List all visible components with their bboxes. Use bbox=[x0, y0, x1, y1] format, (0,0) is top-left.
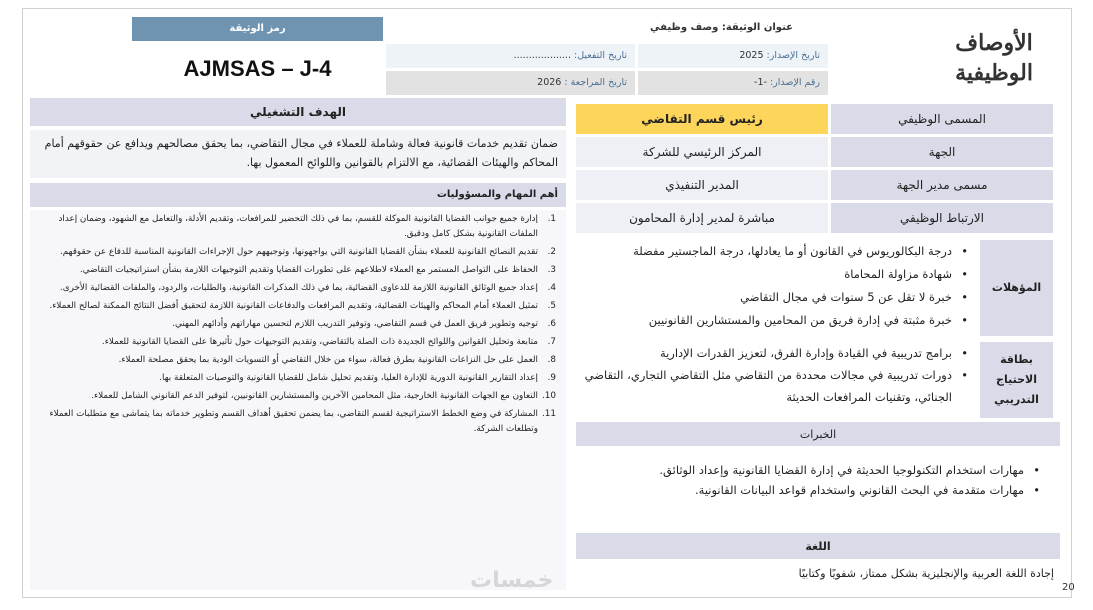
review-date: تاريخ المراجعة : 2026 bbox=[386, 71, 635, 95]
tasks-heading: أهم المهام والمسؤوليات bbox=[30, 183, 566, 207]
task-item: 11. المشاركة في وضع الخطط الاستراتيجية لقسم التقاضي، بما يضمن تحقيق أهداف القسم وتطوير خدماته بما يتماشى مع متطلبات العملاء وتطلعات الشركة. bbox=[49, 409, 556, 434]
document-main-title bbox=[955, 28, 1033, 88]
entity-manager-value: المدير التنفيذي bbox=[576, 170, 828, 200]
list-item: • برامج تدريبية في القيادة وإدارة الفرق، لتعزيز القدرات الإدارية bbox=[576, 342, 970, 364]
task-item: 3. الحفاظ على التواصل المستمر مع العملاء لاطلاعهم على تطورات القضايا وتقديم التوجيهات اللازمة بشأن استراتيجيات التقاضي. bbox=[79, 265, 556, 275]
task-item: 2. تقديم النصائح القانونية للعملاء بشأن القضايا القانونية التي يواجهونها، وتوجيههم حول الإجراءات القانونية المناسبة للدفاع عن حقوقهم. bbox=[60, 247, 556, 257]
document-title: عنوان الوثيقة: وصف وظيفي bbox=[650, 22, 793, 33]
task-item: 5. تمثيل العملاء أمام المحاكم والهيئات القضائية، وتقديم المرافعات والدفاعات القانونية اللازمة لتحقيق أفضل النتائج الممكنة لصالح العملاء. bbox=[49, 301, 556, 311]
qualifications-label: المؤهلات bbox=[980, 240, 1053, 336]
activation-date: تاريخ التفعيل: ................... bbox=[386, 44, 635, 68]
task-item: 9. إعداد التقارير القانونية الدورية للإدارة العليا، وتقديم تحليل شامل للقضايا القانونية والتوصيات المتعلقة بها. bbox=[159, 373, 556, 383]
list-item: • مهارات متقدمة في البحث القانوني واستخدام قواعد البيانات القانونية. bbox=[576, 480, 1042, 500]
experience-list bbox=[576, 460, 1060, 510]
list-item: • خبرة لا تقل عن 5 سنوات في مجال التقاضي bbox=[576, 286, 970, 309]
language-heading: اللغة bbox=[576, 533, 1060, 559]
list-item: • شهادة مزاولة المحاماة bbox=[576, 263, 970, 286]
issue-date: تاريخ الإصدار: 2025 bbox=[638, 44, 828, 68]
list-item: • درجة البكالوريوس في القانون أو ما يعادلها، درجة الماجستير مفضلة bbox=[576, 240, 970, 263]
list-item: • دورات تدريبية في مجالات محددة من التقاضي مثل التقاضي التجاري، التقاضي الجنائي، وتقنيات المرافعات الحديثة bbox=[576, 364, 970, 408]
task-item: 4. إعداد جميع الوثائق القانونية اللازمة للدعاوى القضائية، بما في ذلك المذكرات القانونية، والطلبات، والردود، والملفات القضائية الأخرى. bbox=[59, 283, 556, 293]
entity-manager-label: مسمى مدير الجهة bbox=[831, 170, 1053, 200]
entity-value: المركز الرئيسي للشركة bbox=[576, 137, 828, 167]
reporting-line-label: الارتباط الوظيفي bbox=[831, 203, 1053, 233]
document-code-label: رمز الوثيقة bbox=[132, 17, 383, 41]
page-number: 20 bbox=[1062, 582, 1075, 593]
task-item: 7. متابعة وتحليل القوانين واللوائح الجديدة ذات الصلة بالتقاضي، وتقديم التوجيهات حول تأثيرها على القضايا القانونية للعملاء. bbox=[101, 337, 556, 347]
task-item: 6. توجيه وتطوير فريق العمل في قسم التقاضي، وتوفير التدريب اللازم لتحسين مهاراتهم وأدائهم المهني. bbox=[172, 319, 556, 329]
training-needs-list bbox=[576, 342, 976, 418]
job-title-label: المسمى الوظيفي bbox=[831, 104, 1053, 134]
task-item: 10. التعاون مع الجهات القانونية الخارجية، مثل المحامين الآخرين والمستشارين القانونيين، لتوفير الدعم القانوني الشامل للعملاء. bbox=[91, 391, 556, 401]
issue-number: رقم الإصدار: -1- bbox=[638, 71, 828, 95]
watermark: خمسات bbox=[470, 568, 554, 593]
tasks-list bbox=[30, 210, 566, 590]
main-title-line1: الأوصاف bbox=[955, 30, 1033, 56]
list-item: • خبرة مثبتة في إدارة فريق من المحامين والمستشارين القانونيين bbox=[576, 309, 970, 332]
list-item: • مهارات استخدام التكنولوجيا الحديثة في إدارة القضايا القانونية وإعداد الوثائق. bbox=[576, 460, 1042, 480]
reporting-line-value: مباشرة لمدير إدارة المحامون bbox=[576, 203, 828, 233]
qualifications-list bbox=[576, 240, 976, 336]
task-item: 8. العمل على حل النزاعات القانونية بطرق فعالة، سواء من خلال التقاضي أو التسويات الودية بما يحقق مصلحة العملاء. bbox=[118, 355, 556, 365]
task-item: 1. إدارة جميع جوانب القضايا القانونية الموكلة للقسم، بما في ذلك التحضير للمرافعات، وتقديم الأدلة، والتعامل مع الشهود، وضمان إعداد الملفات القانونية بشكل كامل ودقيق. bbox=[58, 214, 556, 239]
job-title-value: رئيس قسم التقاضي bbox=[576, 104, 828, 134]
experience-heading: الخبرات bbox=[576, 422, 1060, 446]
objective-text: ضمان تقديم خدمات قانونية فعالة وشاملة للعملاء في مجال التقاضي، بما يحقق مصالحهم ويدافع عن حقوقهم أمام المحاكم والهيئات القضائية، مع الالتزام بالقوانين واللوائح المعمول بها. bbox=[30, 130, 566, 178]
document-code-value: AJMSAS – J-4 bbox=[183, 56, 332, 81]
main-title-line2: الوظيفية bbox=[955, 60, 1033, 86]
training-needs-label: بطاقة الاحتياج التدريبي bbox=[980, 342, 1053, 418]
objective-heading: الهدف التشغيلي bbox=[30, 98, 566, 126]
entity-label: الجهة bbox=[831, 137, 1053, 167]
language-text: إجادة اللغة العربية والإنجليزية بشكل ممتاز، شفويًا وكتابيًا bbox=[798, 567, 1054, 580]
